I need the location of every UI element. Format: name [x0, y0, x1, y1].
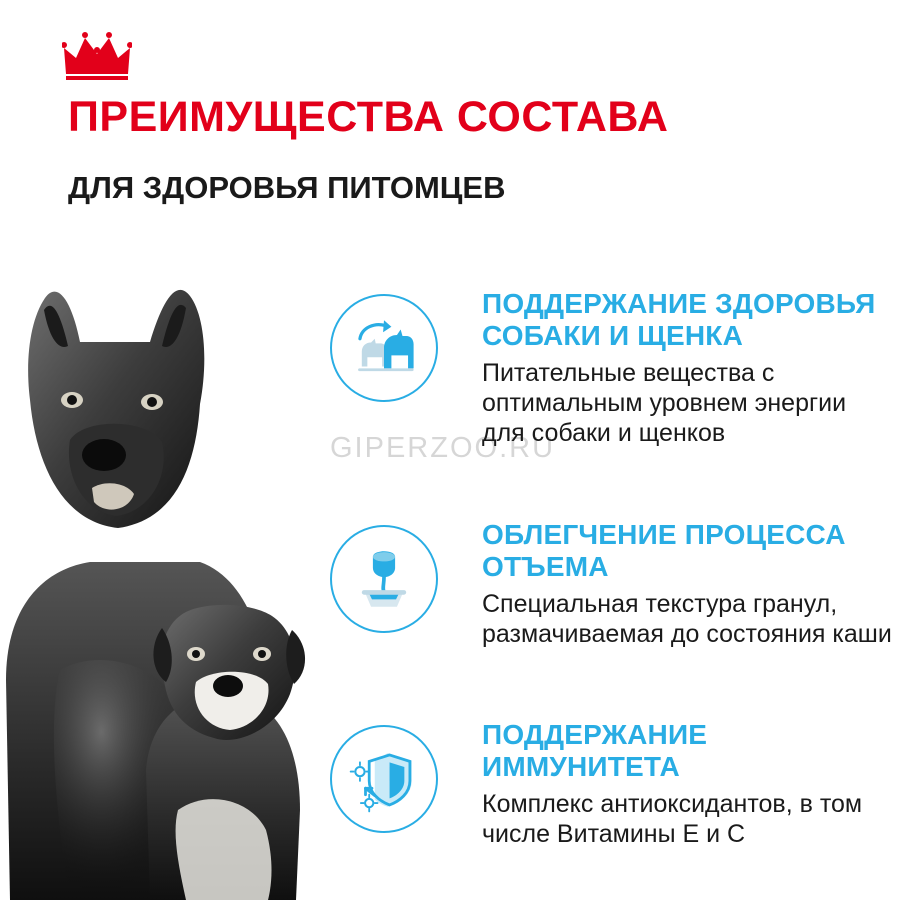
bowl-with-milk-pour-icon — [330, 525, 440, 635]
benefit-title: ПОДДЕРЖАНИЕ ИММУНИТЕТА — [482, 719, 708, 782]
benefit-body: Комплекс антиоксидантов, в том числе Витамины E и C — [482, 789, 863, 848]
dog-photo — [0, 250, 330, 900]
watermark: GIPERZOO.RU — [330, 432, 556, 464]
page-subtitle: ДЛЯ ЗДОРОВЬЯ ПИТОМЦЕВ — [68, 170, 506, 205]
royal-canin-crown-icon — [62, 28, 132, 80]
benefit-body: Питательные вещества с оптимальным уровнем энергии для собаки и щенков — [482, 358, 847, 447]
benefit-body: Специальная текстура гранул, размачиваемая до состояния каши — [482, 589, 892, 648]
benefit-title: ОБЛЕГЧЕНИЕ ПРОЦЕССА ОТЪЕМА — [482, 519, 846, 582]
benefit-title: ПОДДЕРЖАНИЕ ЗДОРОВЬЯ СОБАКИ И ЩЕНКА — [482, 288, 876, 351]
page-title: ПРЕИМУЩЕСТВА СОСТАВА — [68, 93, 669, 141]
shield-immunity-icon — [330, 725, 440, 835]
dog-and-puppy-growth-icon — [330, 294, 440, 404]
